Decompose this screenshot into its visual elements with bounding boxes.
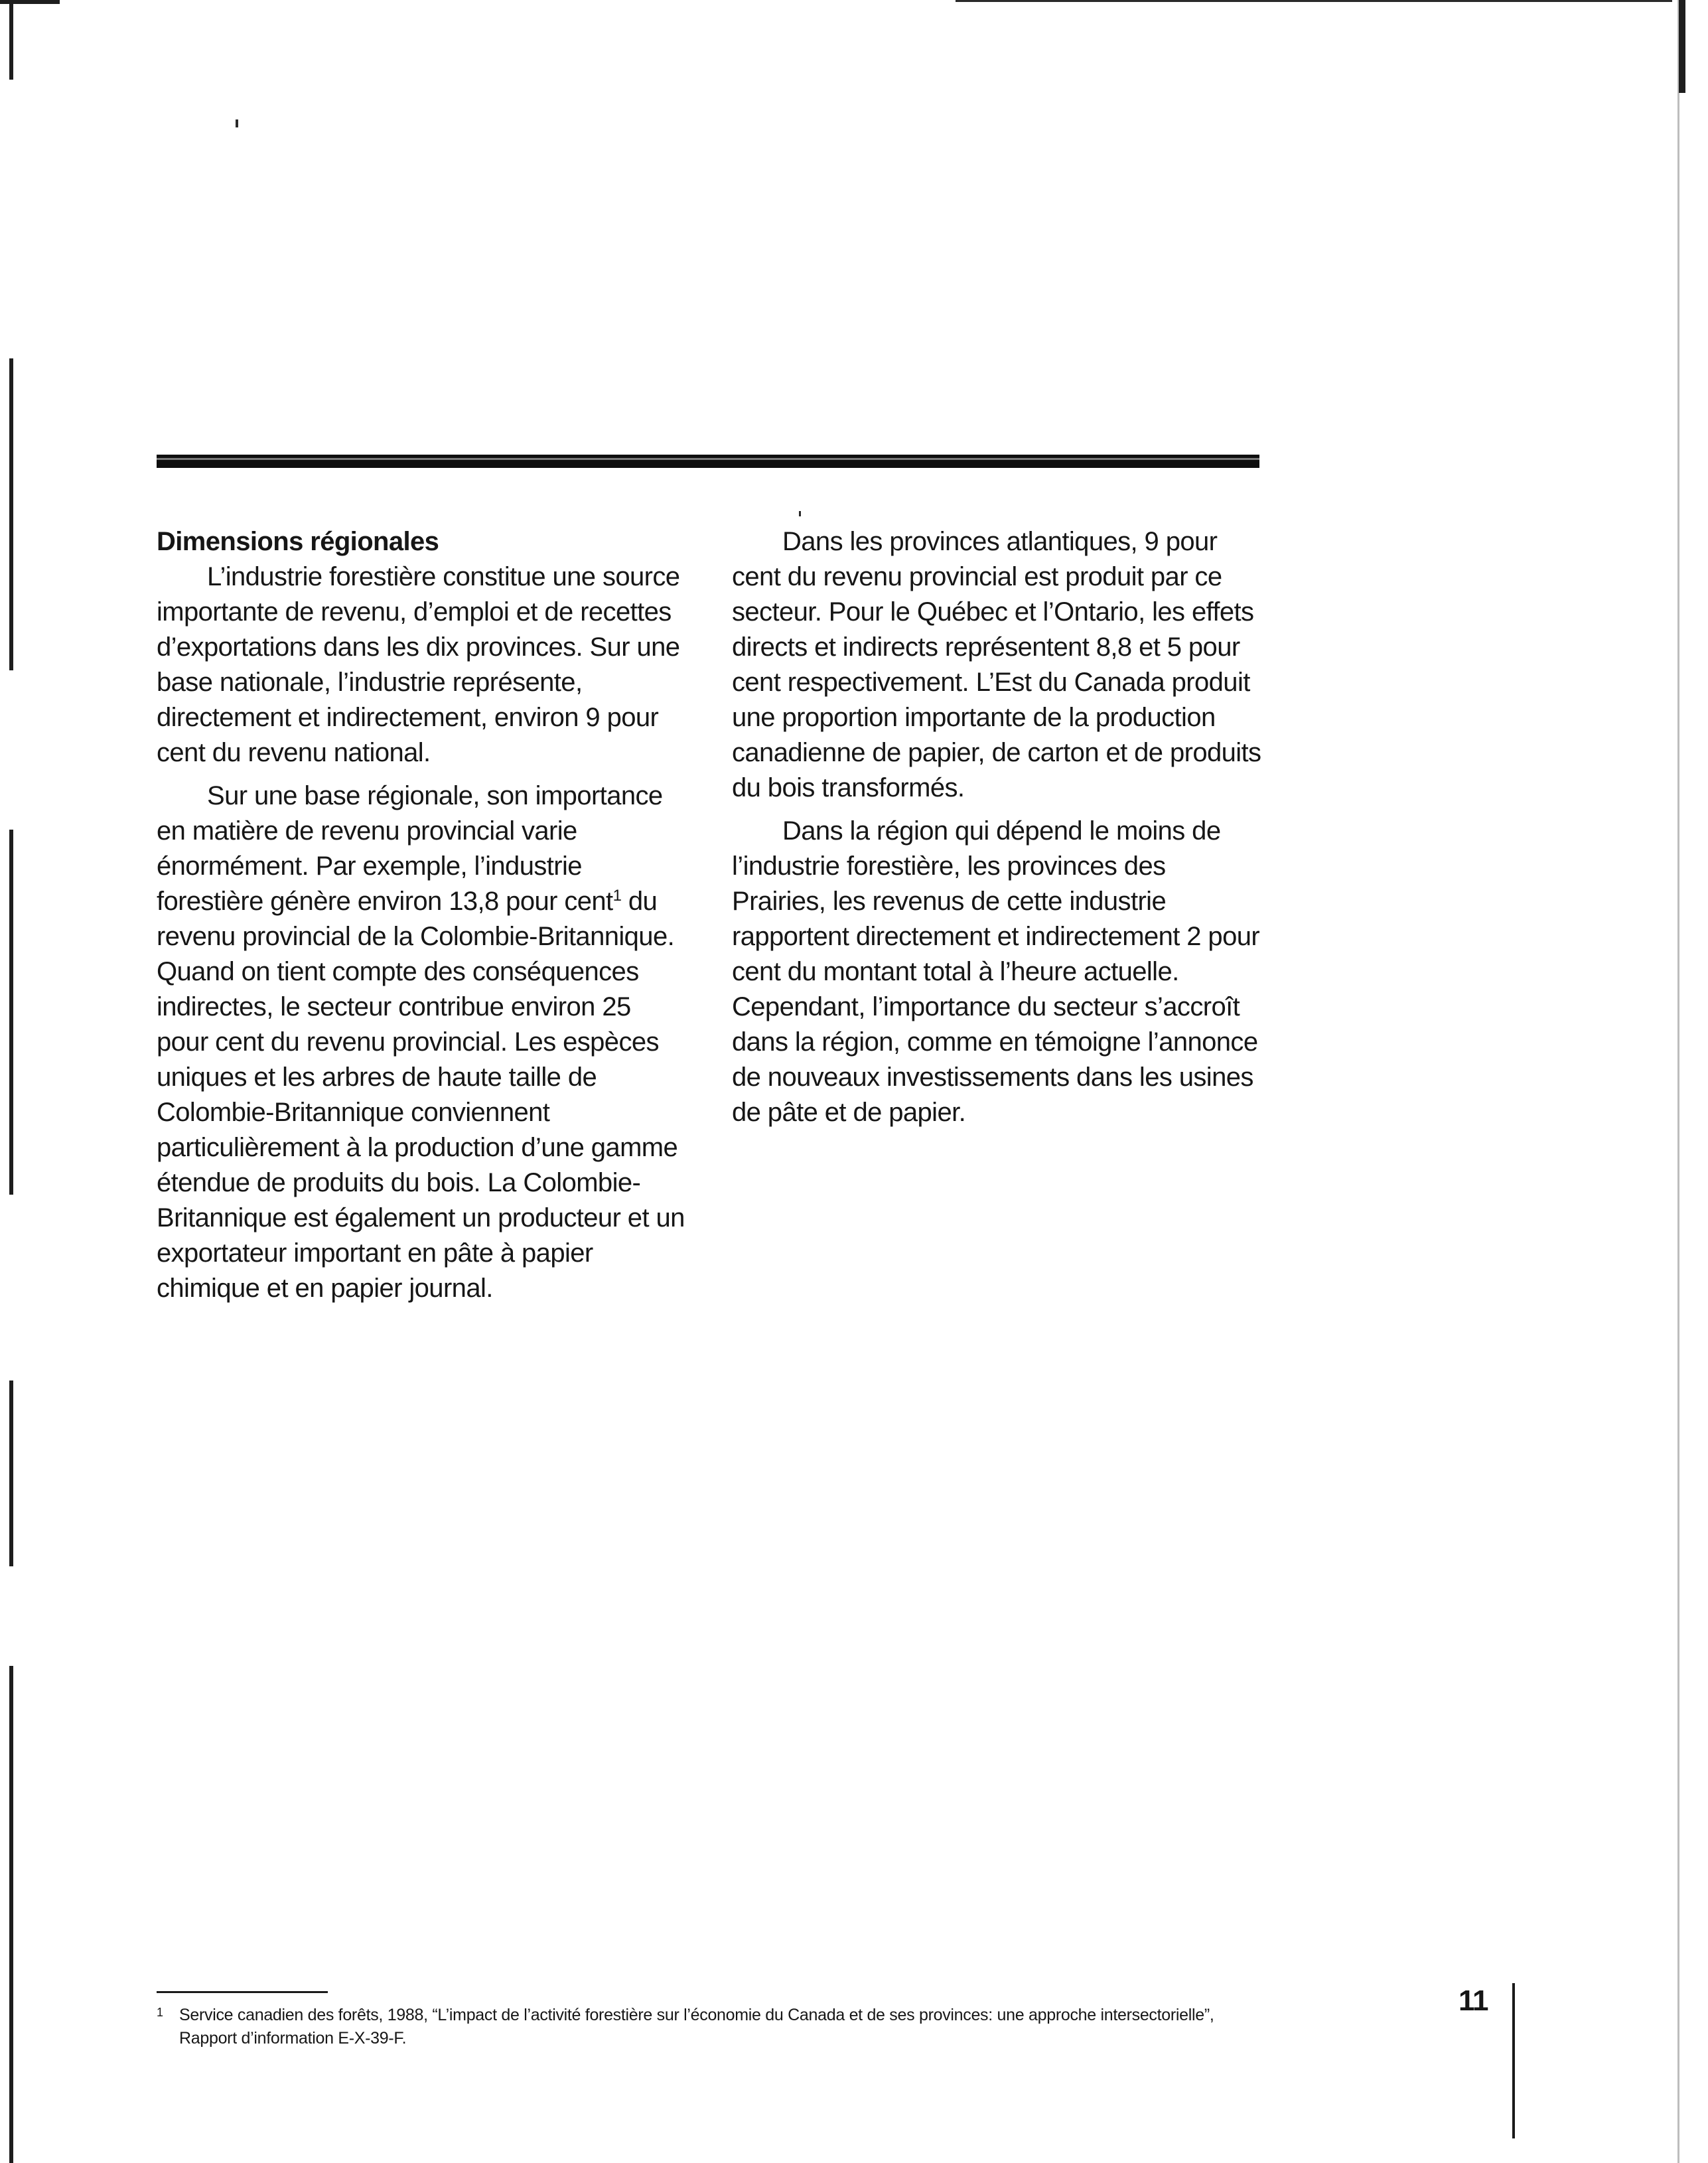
paragraph (157, 779, 687, 1306)
left-text-column (157, 524, 687, 1314)
footnote-reference[interactable]: 1 (612, 887, 622, 905)
section-divider-rule (157, 455, 1259, 468)
stray-scan-mark (236, 119, 238, 127)
footnote-text: Service canadien des forêts, 1988, “L’impact de l’activité forestière sur l’économie du Canada et de ses provinces: une approche intersectorielle”, (179, 2006, 1214, 2024)
footnote-marker: 1 (157, 2006, 163, 2019)
stray-scan-mark (799, 511, 801, 516)
paragraph-text: Sur une base régionale, son importance en matière de revenu provincial varie énormément. Par exemple, l’industrie forestière génère environ 13,8 pour cent (157, 781, 663, 916)
footnote (157, 2001, 1351, 2050)
right-text-column (732, 524, 1263, 1138)
paragraph: Dans les provinces atlantiques, 9 pour cent du revenu provincial est produit par ce secteur. Pour le Québec et l’Ontario, les effets directs et indirects représentent 8,8 et 5 pour cent respectivement. L’Est du Canada produit une proportion importante de la production canadienne de papier, de carton et de produits du bois transformés. (732, 527, 1261, 802)
paragraph-text: du revenu provincial de la Colombie-Britannique. Quand on tient compte des conséquences indirectes, le secteur contribue environ 25 pour cent du revenu provincial. Les espèces uniques et les arbres de haute taille de Colombie-Britannique conviennent particulièrement à la production d’une gamme étendue de produits du bois. La Colombie-Britannique est également un producteur et un exportateur important en pâte à papier chimique et en papier journal. (157, 887, 685, 1303)
scan-right-edge (1677, 0, 1679, 2163)
footnote-separator (157, 1991, 328, 1993)
scan-left-edge-gap (7, 1195, 16, 1380)
scan-left-edge-gap (7, 80, 16, 358)
page-number: 11 (1459, 1984, 1488, 2017)
paragraph: L’industrie forestière constitue une source importante de revenu, d’emploi et de recettes d’exportations dans les dix provinces. Sur une base nationale, l’industrie représente, directement et indirectement, environ 9 pour cent du revenu national. (157, 562, 680, 767)
scan-top-edge (956, 0, 1672, 2)
scan-left-edge-gap (7, 670, 16, 830)
page-number-rule (1512, 1983, 1515, 2138)
footnote-text: Rapport d’information E-X-39-F. (179, 2029, 407, 2048)
scan-right-edge-corner (1679, 0, 1685, 93)
section-heading: Dimensions régionales (157, 527, 439, 556)
scan-left-edge-gap (7, 1566, 16, 1666)
paragraph: Dans la région qui dépend le moins de l’industrie forestière, les provinces des Prairies, les revenus de cette industrie rapportent directement et indirectement 2 pour cent du montant total à l’heure actuelle. Cependant, l’importance du secteur s’accroît dans la région, comme en témoigne l’annonce de nouveaux investissements dans les usines de pâte et de papier. (732, 816, 1260, 1127)
footnote-line (157, 2001, 1351, 2027)
